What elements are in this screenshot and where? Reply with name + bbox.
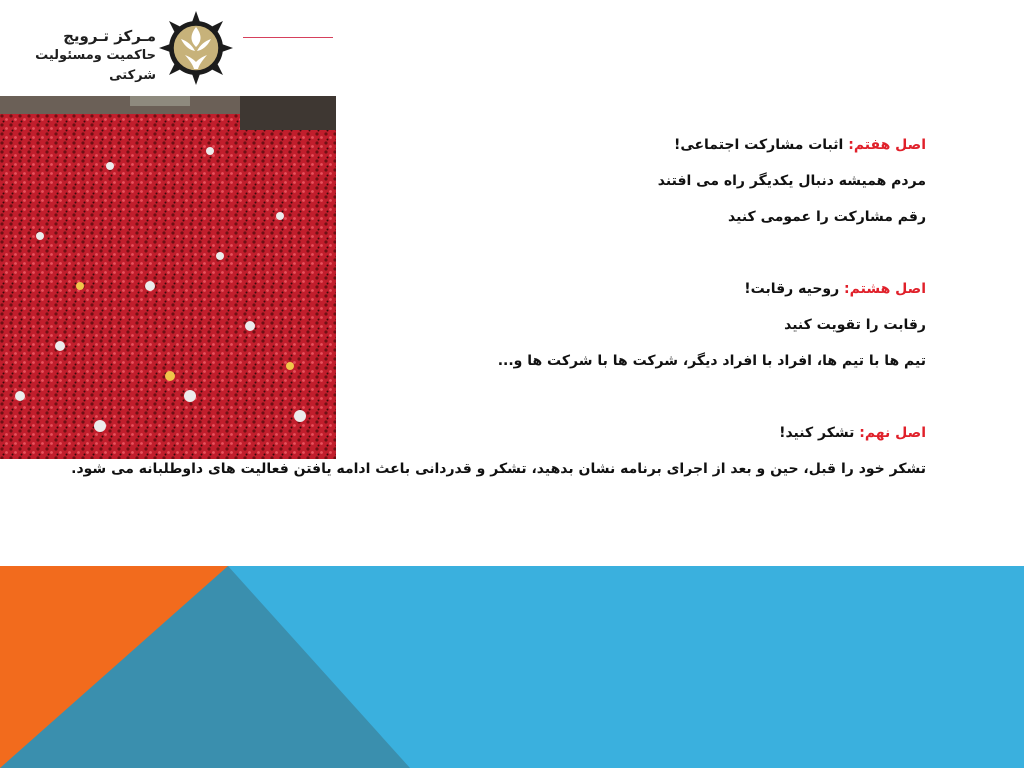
principle-7-line-2: رقم مشارکت را عمومی کنید: [728, 209, 926, 225]
principle-7-heading: [100, 135, 926, 171]
principle-9-heading: [100, 423, 926, 459]
principle-9-title: تشکر کنید!: [779, 425, 860, 441]
logo-subtitle: حاکمیت ومسئولیت شرکتی: [35, 48, 156, 83]
principle-8-label: اصل هشتم:: [844, 281, 926, 297]
principle-9-line-1: تشکر خود را قبل، حین و بعد از اجرای برنامه نشان بدهید، تشکر و قدردانی باعث ادامه یافتن فعالیت های داوطلبانه می شود.: [71, 461, 926, 477]
principle-7-label: اصل هفتم:: [848, 137, 926, 153]
principle-8-line-2: تیم ها با تیم ها، افراد با افراد دیگر، شرکت ها با شرکت ها و...: [497, 353, 926, 369]
footer-decoration: [0, 566, 1024, 768]
principle-8-line-1: رقابت را تقویت کنید: [784, 317, 926, 333]
logo-text: [6, 26, 156, 86]
principle-9-label: اصل نهم:: [859, 425, 926, 441]
principle-7-line-1: مردم همیشه دنبال یکدیگر راه می افتند: [657, 173, 926, 189]
principle-7-title: اثبات مشارکت اجتماعی!: [673, 137, 849, 153]
logo-emblem-icon: [157, 9, 235, 87]
header-accent-line: [243, 37, 333, 38]
principle-8-title: روحیه رقابت!: [744, 281, 845, 297]
principles-text: [71, 135, 926, 495]
logo-title: مـرکز تـرویج: [63, 27, 156, 45]
principle-8-heading: [100, 279, 926, 315]
